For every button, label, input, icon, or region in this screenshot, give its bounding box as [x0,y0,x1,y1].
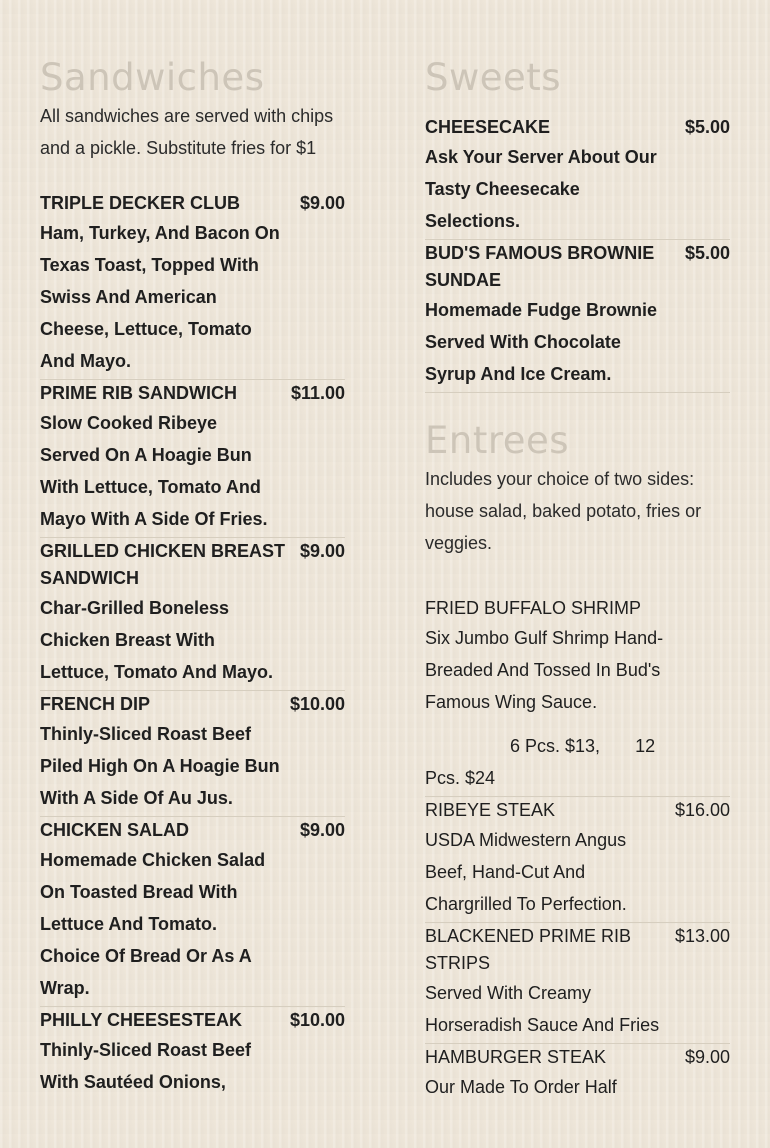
item-description: Homemade Fudge Brownie Served With Chocolate Syrup And Ice Cream. [425,300,658,384]
menu-item-cheesecake [425,114,730,240]
item-name: GRILLED CHICKEN BREAST SANDWICH [40,541,286,588]
item-description: Served With Creamy Horseradish Sauce And Fries [425,983,660,1035]
item-description: Char-Grilled Boneless Chicken Breast With Lettuce, Tomato And Mayo. [40,598,274,682]
sandwiches-list [40,190,345,1100]
menu-item-french-dip [40,691,345,817]
item-description: USDA Midwestern Angus Beef, Hand-Cut And Chargrilled To Perfection. [425,830,627,914]
item-price: $16.00 [674,800,730,820]
menu-item-blackened-prime-rib-strips [425,923,730,1044]
entrees-section [425,419,730,1105]
item-description: Thinly-Sliced Roast Beef With Sautéed Onions, [40,1040,252,1092]
item-name: CHICKEN SALAD [40,820,190,840]
item-price: $11.00 [290,383,345,403]
item-description: Our Made To Order Half [425,1077,617,1097]
menu-item-prime-rib-sandwich [40,380,345,538]
item-name: TRIPLE DECKER CLUB [40,193,241,213]
item-description: Ask Your Server About Our Tasty Cheesecake Selections. [425,147,657,231]
item-name: PHILLY CHEESESTEAK [40,1010,243,1030]
menu-item-ribeye-steak [425,797,730,923]
item-name: HAMBURGER STEAK [425,1047,607,1067]
item-price: $9.00 [299,193,345,213]
sweets-list [425,114,730,393]
item-description: Six Jumbo Gulf Shrimp Hand-Breaded And Tossed In Bud's Famous Wing Sauce. [425,628,664,712]
item-name: RIBEYE STEAK [425,800,556,820]
item-price: $10.00 [289,1010,345,1030]
item-name: CHEESECAKE [425,117,551,137]
sandwiches-heading: Sandwiches [40,56,265,99]
item-price [425,730,665,794]
item-name: PRIME RIB SANDWICH [40,383,237,403]
item-description: Slow Cooked Ribeye Served On A Hoagie Bun With Lettuce, Tomato And Mayo With A Side Of Fries. [40,413,268,529]
item-name: FRENCH DIP [40,694,151,714]
price-twelve-pieces: 12 Pcs. $24 [425,736,656,788]
entrees-intro: Includes your choice of two sides: house salad, baked potato, fries or veggies. [425,469,702,553]
entrees-heading: Entrees [425,419,570,462]
item-price: $10.00 [289,694,345,714]
sandwiches-column [40,56,345,1100]
menu-item-grilled-chicken-breast [40,538,345,691]
item-price: $9.00 [299,541,345,561]
item-name: FRIED BUFFALO SHRIMP [425,598,642,618]
sweets-heading: Sweets [425,56,562,99]
menu-item-brownie-sundae [425,240,730,393]
menu-item-chicken-salad [40,817,345,1007]
sandwiches-intro: All sandwiches are served with chips and a pickle. Substitute fries for $1 [40,106,334,158]
sweets-entrees-column [425,56,730,1105]
item-price: $9.00 [684,1047,730,1067]
menu-item-triple-decker-club [40,190,345,380]
item-description: Homemade Chicken Salad On Toasted Bread With Lettuce And Tomato. Choice Of Bread Or As A Wrap. [40,850,266,998]
price-six-pieces: 6 Pcs. $13, [510,736,601,756]
item-price: $9.00 [299,820,345,840]
menu-item-philly-cheesesteak [40,1007,345,1100]
menu-item-fried-buffalo-shrimp [425,595,730,797]
entrees-list [425,595,730,1105]
item-description: Thinly-Sliced Roast Beef Piled High On A Hoagie Bun With A Side Of Au Jus. [40,724,280,808]
item-name: BUD'S FAMOUS BROWNIE SUNDAE [425,243,655,290]
item-description: Ham, Turkey, And Bacon On Texas Toast, Topped With Swiss And American Cheese, Lettuce, Tomato And Mayo. [40,223,280,371]
item-price: $5.00 [684,117,730,137]
item-price: $13.00 [674,926,730,946]
item-price: $5.00 [684,243,730,263]
item-name: BLACKENED PRIME RIB STRIPS [425,926,632,973]
menu-item-hamburger-steak [425,1044,730,1105]
